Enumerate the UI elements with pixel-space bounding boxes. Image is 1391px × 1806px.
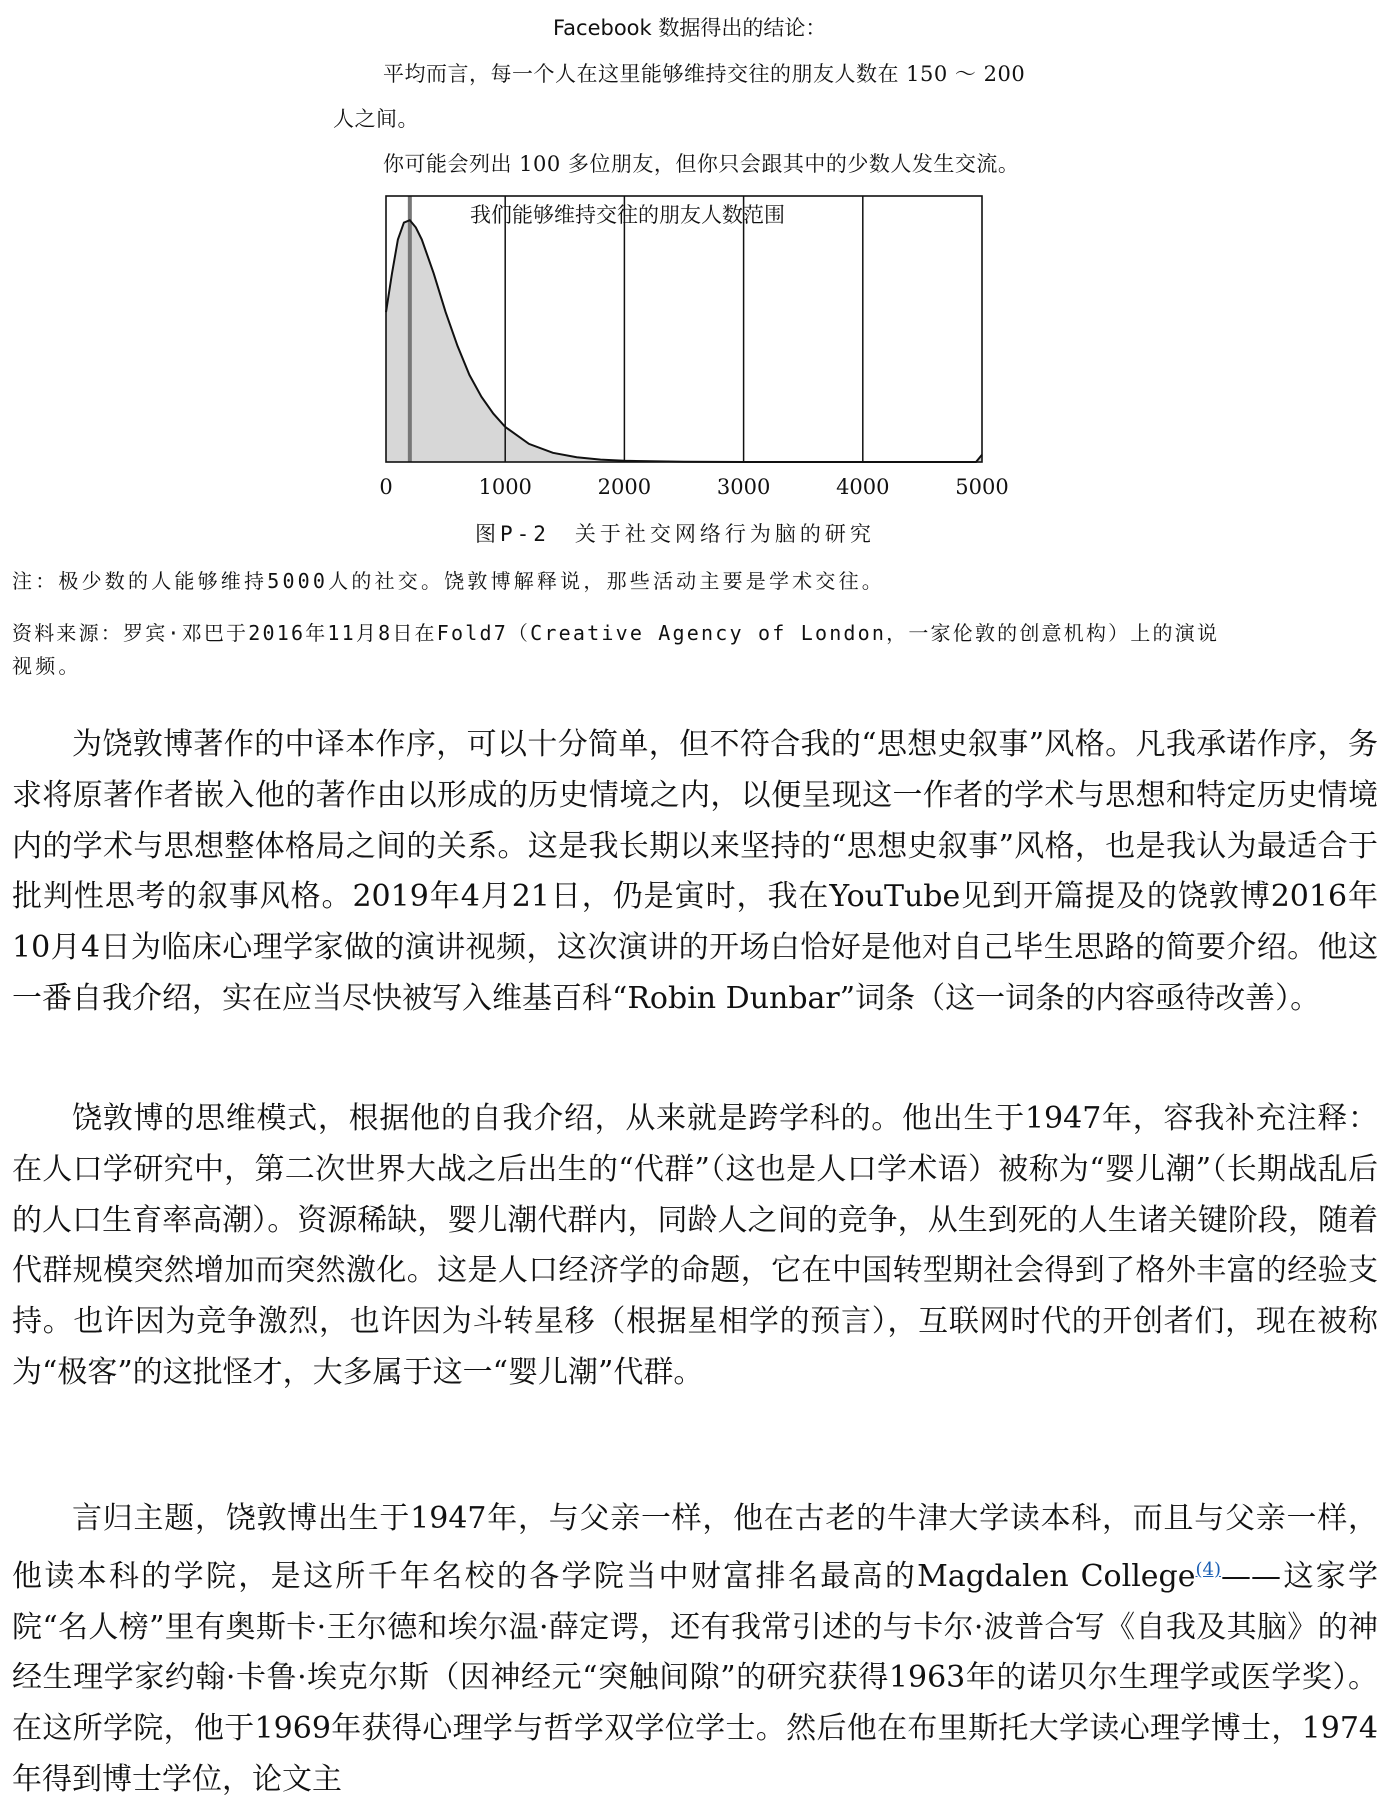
figure-text-line: 你可能会列出 100 多位朋友，但你只会跟其中的少数人发生交流。 xyxy=(383,152,1020,176)
figure-caption: 图P-2 关于社交网络行为脑的研究 xyxy=(475,522,875,546)
body-paragraph: 言归主题，饶敦博出生于1947年，与父亲一样，他在古老的牛津大学读本科，而且与父亲一样，他读本科的学院，是这所千年名校的各学院当中财富排名最高的Magdalen College$^{(4)}$——这家学院“名人榜”里有奥斯卡·王尔德和埃尔温·薛定谔，还有我常引述的与卡尔·波普合写《自我及其脑》的神经生理学家约翰·卡鲁·埃克尔斯（因神经元“突触间隙”的研究获得1963年的诺贝尔生理学或医学奖）。在这所学院，他于1969年获得心理学与哲学双学位学士。然后他在布里斯托大学读心理学博士，1974年得到博士学位，论文主 xyxy=(12,1501,1378,1797)
figure-source-cont: 视频。 xyxy=(12,654,82,678)
plot-area xyxy=(386,196,982,462)
footnote-link[interactable]: (4) xyxy=(1195,1558,1222,1580)
x-tick-label: 3000 xyxy=(716,475,771,499)
distribution-area xyxy=(386,220,982,462)
figure-note: 注：极少数的人能够维持5000人的社交。饶敦博解释说，那些活动主要是学术交往。 xyxy=(12,569,885,593)
friend-count-chart xyxy=(360,180,1020,500)
x-tick-label: 4000 xyxy=(836,475,890,499)
x-tick-label: 5000 xyxy=(955,475,1009,499)
x-tick-label: 1000 xyxy=(478,475,532,499)
x-tick-label: 2000 xyxy=(597,475,652,499)
figure-source: 资料来源：罗宾·邓巴于2016年11月8日在Fold7（Creative Agency of London，一家伦敦的创意机构）上的演说 xyxy=(12,621,1220,645)
figure-text-line: 平均而言，每一个人在这里能够维持交往的朋友人数在 150 ～ 200 xyxy=(383,62,1026,86)
figure-heading: Facebook 数据得出的结论： xyxy=(553,16,827,40)
body-paragraph: 饶敦博的思维模式，根据他的自我介绍，从来就是跨学科的。他出生于1947年，容我补充注释：在人口学研究中，第二次世界大战之后出生的“代群”（这也是人口学术语）被称为“婴儿潮”（长期战乱后的人口生育率高潮）。资源稀缺，婴儿潮代群内，同龄人之间的竞争，从生到死的人生诸关键阶段，随着代群规模突然增加而突然激化。这是人口经济学的命题，它在中国转型期社会得到了格外丰富的经验支持。也许因为竞争激烈，也许因为斗转星移（根据星相学的预言），互联网时代的开创者们，现在被称为“极客”的这批怪才，大多属于这一“婴儿潮”代群。 xyxy=(12,1101,1378,1390)
body-paragraph: 为饶敦博著作的中译本作序，可以十分简单，但不符合我的“思想史叙事”风格。凡我承诺作序，务求将原著作者嵌入他的著作由以形成的历史情境之内，以便呈现这一作者的学术与思想和特定历史情境内的学术与思想整体格局之间的关系。这是我长期以来坚持的“思想史叙事”风格，也是我认为最适合于批判性思考的叙事风格。2019年4月21日，仍是寅时，我在YouTube见到开篇提及的饶敦博2016年10月4日为临床心理学家做的演讲视频，这次演讲的开场白恰好是他对自己毕生思路的简要介绍。他这一番自我介绍，实在应当尽快被写入维基百科“Robin Dunbar”词条（这一词条的内容亟待改善）。 xyxy=(12,727,1378,1016)
x-axis-ticks xyxy=(379,475,1008,499)
figure-text-line: 人之间。 xyxy=(333,107,419,131)
x-tick-label: 0 xyxy=(379,475,393,499)
chart-annotation: 我们能够维持交往的朋友人数范围 xyxy=(470,203,785,227)
